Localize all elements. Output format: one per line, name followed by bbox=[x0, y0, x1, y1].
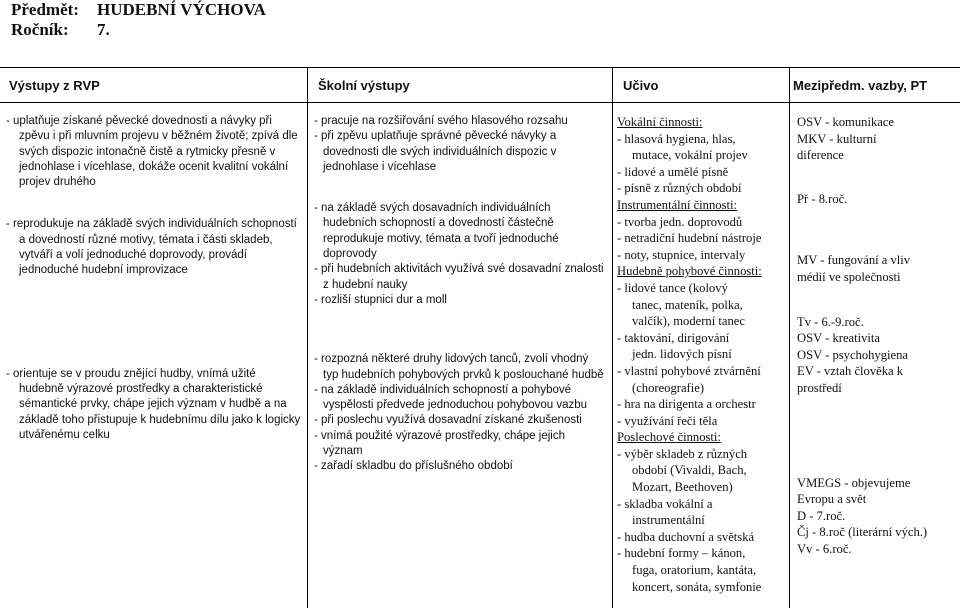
school-item: - vnímá použité výrazové prostředky, chápe jejich význam bbox=[314, 429, 565, 458]
cross-column bbox=[797, 114, 957, 558]
content-item: - výběr skladeb z různých bbox=[617, 446, 748, 461]
listening-heading: Poslechové činnosti: bbox=[617, 430, 721, 445]
school-item: - při zpěvu uplatňuje správné pěvecké návyky a dovednosti dle svých individuálních dispozic v jednohlase i vícehlase bbox=[314, 130, 557, 173]
document-header bbox=[11, 0, 266, 40]
content-item: - skladba vokální a bbox=[617, 496, 713, 511]
column-divider bbox=[612, 68, 613, 608]
content-item: (choreografie) bbox=[632, 380, 705, 395]
cross-item: Evropu a svět bbox=[797, 492, 867, 507]
school-item: - zařadí skladbu do příslušného období bbox=[314, 460, 513, 473]
grade-value: 7. bbox=[97, 20, 110, 39]
content-item: období (Vivaldi, Bach, bbox=[632, 463, 747, 478]
school-item: - rozpozná některé druhy lidových tanců, zvolí vhodný typ hudebních pohybových prvků k poslouchané hudbě bbox=[314, 353, 604, 381]
school-item: - rozliší stupnici dur a moll bbox=[314, 293, 447, 306]
cross-item: OSV - kreativita bbox=[797, 331, 881, 346]
column-header-rvp: Výstupy z RVP bbox=[9, 78, 100, 93]
content-item: jedn. lidových písní bbox=[632, 347, 732, 362]
subject-label: Předmět: bbox=[11, 0, 79, 19]
vocal-heading: Vokální činnosti: bbox=[617, 115, 703, 129]
cross-item: VMEGS - objevujeme bbox=[797, 475, 911, 490]
content-item: - taktování, dirigování bbox=[617, 330, 730, 345]
rvp-column bbox=[6, 114, 302, 443]
cross-item: OSV - psychohygiena bbox=[797, 347, 909, 362]
column-header-school: Školní výstupy bbox=[318, 78, 410, 93]
content-item: - netradiční hudební nástroje bbox=[617, 231, 762, 246]
grade-label: Ročník: bbox=[11, 20, 69, 39]
cross-item: Př - 8.roč. bbox=[797, 191, 848, 206]
school-item: - při hudebních aktivitách využívá své dosavadní znalosti z hudební nauky bbox=[314, 263, 604, 291]
cross-item: Tv - 6.-9.roč. bbox=[797, 314, 864, 329]
cross-item: MKV - kulturní bbox=[797, 131, 877, 146]
cross-item: médií ve společnosti bbox=[797, 269, 901, 284]
school-item: - pracuje na rozšiřování svého hlasového rozsahu bbox=[314, 115, 568, 127]
content-item: - lidové a umělé písně bbox=[617, 164, 729, 179]
content-item: - hudební formy – kánon, bbox=[617, 546, 746, 561]
school-item: - na základě individuálních schopností a pohybové vyspělosti předvede jednoduchou pohybovou vazbu bbox=[314, 383, 588, 412]
content-item: - vlastní pohybové ztvárnění bbox=[617, 363, 761, 378]
school-item: - při poslechu využívá dosavadní získané zkušenosti bbox=[314, 414, 582, 427]
content-item: - lidové tance (kolový bbox=[617, 280, 728, 295]
instrumental-heading: Instrumentální činnosti: bbox=[617, 197, 737, 212]
content-item: instrumentální bbox=[632, 513, 705, 528]
cross-item: MV - fungování a vliv bbox=[797, 253, 911, 268]
column-header-cross: Mezipředm. vazby, PT bbox=[793, 78, 928, 93]
table-header-row bbox=[0, 68, 960, 103]
movement-heading: Hudebně pohybové činnosti: bbox=[617, 264, 762, 279]
content-item: tanec, mateník, polka, bbox=[632, 297, 743, 312]
rvp-item: - reprodukuje na základě svých individuálních schopností a dovedností různé motivy, témata i části skladeb, vytváří a volí jednoduché doprovody, provádí jednoduché hudební improvizace bbox=[6, 218, 297, 277]
content-item: - hra na dirigenta a orchestr bbox=[617, 397, 756, 412]
content-item: - tvorba jedn. doprovodů bbox=[617, 214, 743, 229]
content-item: Mozart, Beethoven) bbox=[632, 480, 733, 495]
content-item: - písně z různých období bbox=[617, 181, 742, 196]
content-item: - noty, stupnice, intervaly bbox=[617, 247, 746, 262]
content-item: koncert, sonáta, symfonie bbox=[632, 579, 762, 594]
column-divider bbox=[789, 68, 790, 608]
subject-value: HUDEBNÍ VÝCHOVA bbox=[97, 0, 266, 19]
rvp-item: - uplatňuje získané pěvecké dovednosti a návyky při zpěvu i při mluvním projevu v běžném životě; zpívá dle svých dispozic intonačně čistě a rytmicky přesně v jednohlase i vícehlase, dokáže ocenit kvalitní vokální projev druhého bbox=[6, 115, 298, 189]
curriculum-table bbox=[0, 67, 960, 608]
cross-item: Čj - 8.roč (literární vých.) bbox=[797, 525, 928, 540]
school-item: - na základě svých dosavadních individuálních hudebních schopností a dovedností částečně reprodukuje motivy, témata a tvoří jednoduché doprovody bbox=[314, 202, 559, 261]
content-item: fuga, oratorium, kantáta, bbox=[632, 563, 757, 578]
column-divider bbox=[307, 68, 308, 608]
school-column bbox=[314, 114, 604, 475]
column-header-content: Učivo bbox=[623, 78, 659, 93]
content-item: valčík), moderní tanec bbox=[632, 314, 745, 329]
content-column bbox=[617, 114, 787, 595]
cross-item: diference bbox=[797, 148, 844, 163]
cross-item: Vv - 6.roč. bbox=[797, 541, 852, 556]
rvp-item: - orientuje se v proudu znějící hudby, vnímá užité hudebně výrazové prostředky a charakteristické sémantické prvky, chápe jejich význam v hudbě a na základě toho přistupuje k hudebnímu dílu jako k logicky utvářenému celku bbox=[6, 367, 301, 441]
content-item: mutace, vokální projev bbox=[632, 148, 748, 163]
content-item: - hudba duchovní a světská bbox=[617, 529, 755, 544]
cross-item: OSV - komunikace bbox=[797, 115, 895, 129]
cross-item: EV - vztah člověka k bbox=[797, 364, 904, 379]
content-item: - hlasová hygiena, hlas, bbox=[617, 131, 736, 146]
content-item: - využívání řeči těla bbox=[617, 413, 718, 428]
cross-item: D - 7.roč. bbox=[797, 508, 846, 523]
cross-item: prostředí bbox=[797, 380, 842, 395]
